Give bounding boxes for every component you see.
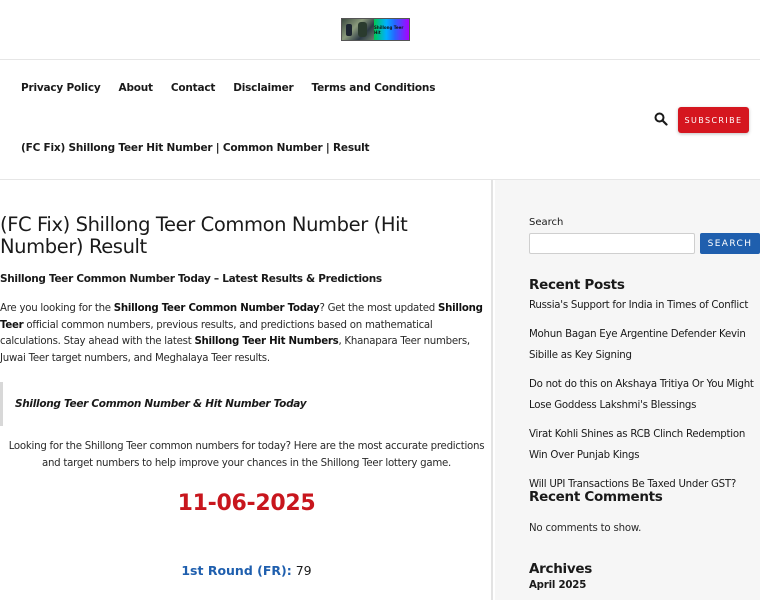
no-comments-text: No comments to show. <box>529 523 642 534</box>
nav-menu <box>21 82 435 94</box>
blockquote <box>0 382 490 426</box>
sidebar-search-label: Search <box>529 217 564 228</box>
nav-link-fc-fix[interactable]: (FC Fix) Shillong Teer Hit Number | Common Number | Result <box>21 142 370 154</box>
main-navigation <box>0 60 760 180</box>
nav-link-privacy-policy[interactable]: Privacy Policy <box>21 82 101 94</box>
subscribe-button[interactable]: SUBSCRIBE <box>678 107 749 133</box>
first-round-value: 79 <box>291 563 312 578</box>
logo-photo <box>342 19 374 40</box>
intro-text-1: Are you looking for the <box>0 303 114 314</box>
sidebar <box>495 180 760 600</box>
intro-bold-1: Shillong Teer Common Number Today <box>113 303 320 314</box>
recent-post-link[interactable]: Do not do this on Akshaya Tritiya Or You Might Lose Goddess Lakshmi's Blessings <box>529 378 754 411</box>
intro-bold-3: Shillong Teer Hit Numbers <box>194 336 339 347</box>
intro-paragraph <box>0 301 490 367</box>
recent-post-link[interactable]: Will UPI Transactions Be Taxed Under GST? <box>529 478 737 490</box>
nav-link-contact[interactable]: Contact <box>170 82 216 94</box>
recent-post-link[interactable]: Russia's Support for India in Times of Conflict <box>529 300 749 311</box>
recent-posts-list <box>529 293 757 500</box>
list-item <box>529 322 757 365</box>
post-subheading: Shillong Teer Common Number Today – Latest Results & Predictions <box>0 273 382 285</box>
logo-text: Shillong Teer Hit <box>374 19 409 40</box>
nav-link-about[interactable]: About <box>118 82 153 94</box>
intro-text-2: ? Get the most updated <box>319 303 438 314</box>
nav-link-disclaimer[interactable]: Disclaimer <box>233 82 294 94</box>
recent-comments-heading: Recent Comments <box>529 489 663 505</box>
nav-link-terms[interactable]: Terms and Conditions <box>311 82 436 94</box>
list-item <box>529 372 757 415</box>
first-round-label: 1st Round (FR): <box>181 563 292 578</box>
archives-heading: Archives <box>529 561 592 577</box>
site-header <box>0 0 760 60</box>
intro-bold-2: Shillong Teer <box>0 303 483 331</box>
intro-text-4: , Khanapara Teer numbers, Juwai Teer target numbers, and Meghalaya Teer results. <box>0 336 470 364</box>
recent-post-link[interactable]: Mohun Bagan Eye Argentine Defender Kevin Sibille as Key Signing <box>529 328 746 361</box>
recent-post-link[interactable]: Virat Kohli Shines as RCB Clinch Redemption Win Over Punjab Kings <box>529 428 746 461</box>
list-item <box>529 293 757 315</box>
main-content <box>0 180 493 600</box>
quote-text: Shillong Teer Common Number & Hit Number Today <box>15 398 307 410</box>
recent-posts-heading: Recent Posts <box>529 277 625 293</box>
looking-paragraph: Looking for the Shillong Teer common numbers for today? Here are the most accurate predictions and target numbers to help improve your chances in the Shillong Teer lottery game. <box>8 441 485 469</box>
archive-link[interactable]: April 2025 <box>529 580 587 591</box>
sidebar-search-button[interactable]: SEARCH <box>700 233 760 254</box>
first-round-result <box>0 563 493 578</box>
search-icon[interactable] <box>654 111 668 125</box>
sidebar-search-input[interactable] <box>529 233 695 254</box>
result-date: 11-06-2025 <box>177 491 316 516</box>
list-item <box>529 422 757 465</box>
site-logo[interactable] <box>341 18 410 41</box>
intro-text-3: official common numbers, previous results, and predictions based on mathematical calculations. Stay ahead with the latest <box>0 319 433 347</box>
post-title: (FC Fix) Shillong Teer Common Number (Hit Number) Result <box>0 213 408 258</box>
